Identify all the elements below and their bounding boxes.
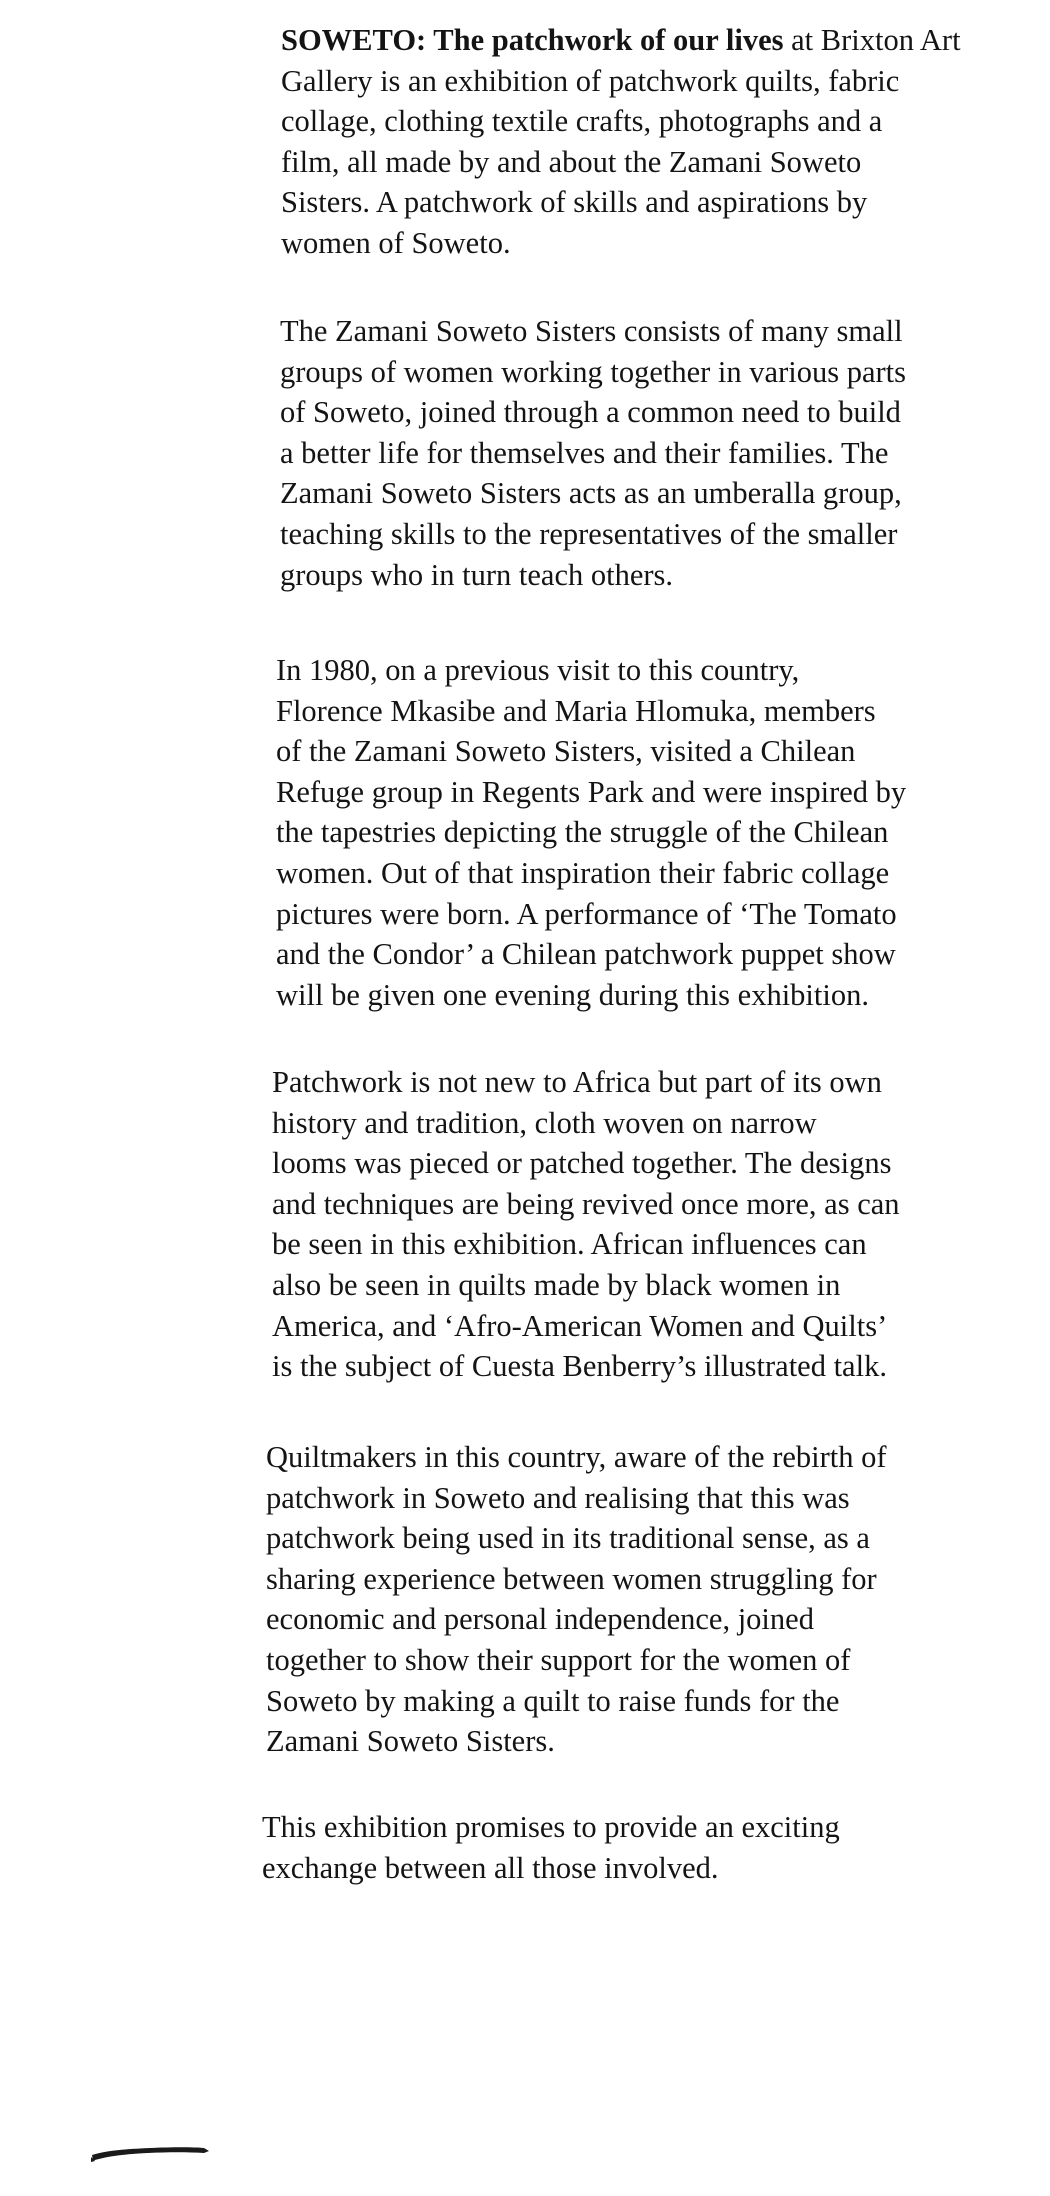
text-line: is the subject of Cuesta Benberry’s illustrated talk. <box>272 1349 887 1384</box>
text-line: a better life for themselves and their families. The <box>280 435 889 470</box>
text-line: and the Condor’ a Chilean patchwork puppet show <box>276 937 896 972</box>
text-line: history and tradition, cloth woven on narrow <box>272 1105 817 1140</box>
text-line: collage, clothing textile crafts, photographs and a <box>281 104 883 139</box>
paragraph-patchwork-africa <box>272 1062 900 1387</box>
text-line: Soweto by making a quilt to raise funds for the <box>266 1683 840 1718</box>
text-line: be seen in this exhibition. African influences can <box>272 1227 867 1262</box>
text-line: and techniques are being revived once more, as can <box>272 1186 900 1221</box>
text-line: women. Out of that inspiration their fabric collage <box>276 855 890 890</box>
text-line: the tapestries depicting the struggle of the Chilean <box>276 815 889 850</box>
text-line: of Soweto, joined through a common need to build <box>280 395 901 430</box>
text-line: Sisters. A patchwork of skills and aspirations by <box>281 185 868 220</box>
text-line: groups of women working together in various parts <box>280 354 906 389</box>
text-line: will be given one evening during this exhibition. <box>276 977 869 1012</box>
paragraph-zamani-sisters <box>280 311 906 595</box>
text-line: also be seen in quilts made by black women in <box>272 1267 841 1302</box>
text-line-continuation: at Brixton Art <box>783 23 961 57</box>
text-line: groups who in turn teach others. <box>280 557 674 592</box>
text-line: together to show their support for the women of <box>266 1642 851 1677</box>
text-line: patchwork in Soweto and realising that this was <box>266 1480 850 1515</box>
exhibition-title: SOWETO: The patchwork of our lives <box>281 23 784 57</box>
text-line: exchange between all those involved. <box>262 1850 719 1885</box>
text-line: sharing experience between women struggling for <box>266 1561 877 1596</box>
text-line: Patchwork is not new to Africa but part of its own <box>272 1065 882 1099</box>
text-line: In 1980, on a previous visit to this country, <box>276 653 800 687</box>
text-line: Refuge group in Regents Park and were inspired by <box>276 774 907 809</box>
text-line: economic and personal independence, joined <box>266 1602 814 1637</box>
text-line: of the Zamani Soweto Sisters, visited a Chilean <box>276 734 856 769</box>
text-line: pictures were born. A performance of ‘The Tomato <box>276 896 897 931</box>
text-line: The Zamani Soweto Sisters consists of many small <box>280 314 903 348</box>
paragraph-closing <box>262 1807 840 1888</box>
paragraph-quiltmakers <box>266 1437 887 1762</box>
paragraph-1980-visit <box>276 650 906 1015</box>
text-line: film, all made by and about the Zamani Soweto <box>281 144 862 179</box>
paragraph-intro <box>281 20 961 264</box>
text-line: Zamani Soweto Sisters acts as an umberalla group, <box>280 476 902 511</box>
text-line: Gallery is an exhibition of patchwork quilts, fabric <box>281 63 900 98</box>
text-line: Florence Mkasibe and Maria Hlomuka, members <box>276 693 876 728</box>
text-line: women of Soweto. <box>281 225 511 260</box>
text-line: Quiltmakers in this country, aware of the rebirth of <box>266 1440 887 1474</box>
text-line <box>281 20 961 61</box>
text-line: looms was pieced or patched together. The designs <box>272 1146 892 1181</box>
text-line: America, and ‘Afro-American Women and Quilts’ <box>272 1308 888 1343</box>
text-line: Zamani Soweto Sisters. <box>266 1724 555 1759</box>
pen-stroke-mark <box>88 2138 218 2166</box>
text-line: This exhibition promises to provide an exciting <box>262 1810 840 1844</box>
text-line: patchwork being used in its traditional sense, as a <box>266 1521 870 1556</box>
text-line: teaching skills to the representatives of the smaller <box>280 516 898 551</box>
